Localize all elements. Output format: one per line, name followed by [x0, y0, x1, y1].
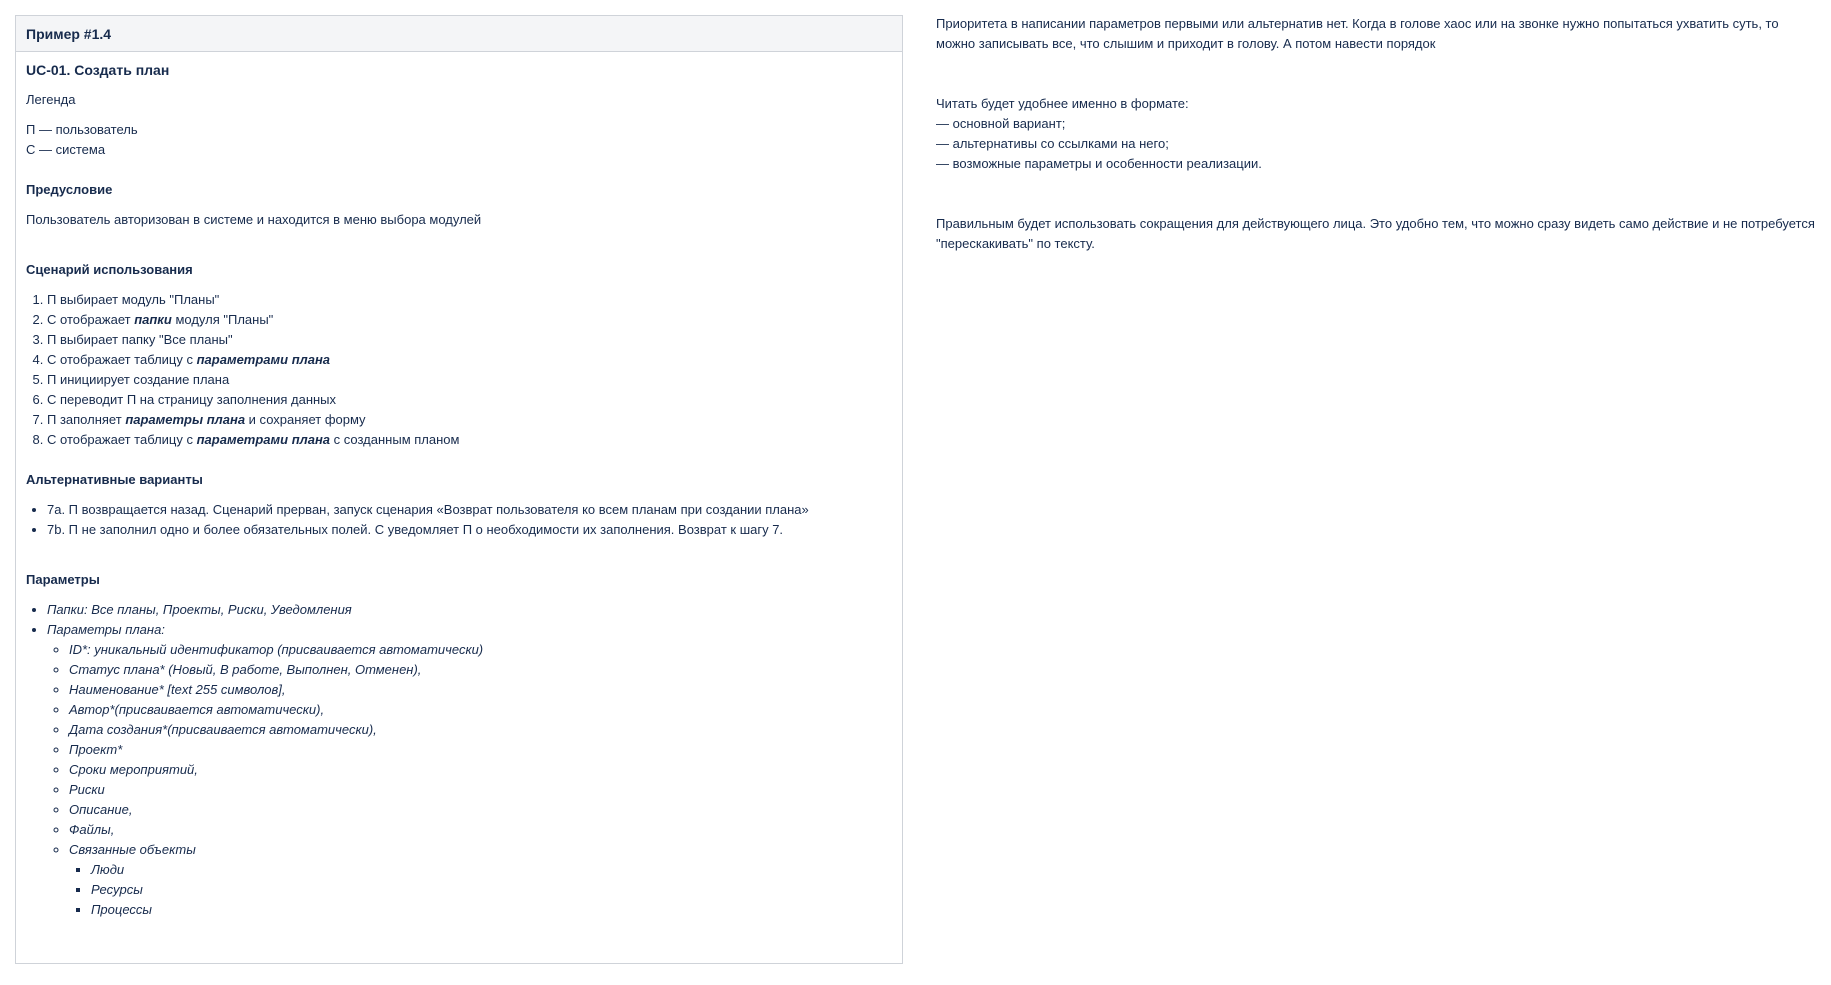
note-format-line: — альтернативы со ссылками на него;	[936, 136, 1169, 151]
step-emphasis: папки	[134, 312, 172, 327]
scenario-step	[47, 350, 892, 370]
parameters-heading: Параметры	[26, 572, 100, 587]
plan-param-item: ◦ Наименование* [text 255 символов],	[69, 680, 892, 700]
note-format	[936, 94, 1816, 174]
step-text: П заполняет	[47, 412, 126, 427]
plan-params-list	[47, 640, 892, 920]
step-text: С отображает таблицу с	[47, 352, 197, 367]
panel-body	[16, 52, 902, 920]
scenario-heading: Сценарий использования	[26, 262, 193, 277]
related-object-item: ▪ Люди	[91, 860, 892, 880]
scenario-step	[47, 290, 892, 310]
scenario-list	[26, 290, 892, 450]
param-plan-label: Параметры плана:	[47, 622, 165, 637]
scenario-step	[47, 310, 892, 330]
note-format-line: Читать будет удобнее именно в формате:	[936, 96, 1189, 111]
plan-param-item: ◦ Дата создания*(присваивается автоматически),	[69, 720, 892, 740]
example-panel	[15, 15, 903, 964]
scenario-step	[47, 390, 892, 410]
panel-header	[16, 16, 902, 52]
param-folders: • Папки: Все планы, Проекты, Риски, Уведомления	[47, 600, 892, 620]
step-text: С отображает таблицу с	[47, 432, 197, 447]
step-emphasis: параметрами плана	[196, 352, 331, 367]
note-priority: Приоритета в написании параметров первыми или альтернатив нет. Когда в голове хаос или на звонке нужно попытаться ухватить суть, то можно записывать все, что слышим и приходит в голову. А потом навести порядок	[936, 16, 1779, 51]
legend-user: П — пользователь	[26, 122, 138, 137]
plan-param-item: ◦ Автор*(присваивается автоматически),	[69, 700, 892, 720]
related-object-item: ▪ Ресурсы	[91, 880, 892, 900]
plan-param-item: ◦ Риски	[69, 780, 892, 800]
plan-param-item-related	[69, 840, 892, 920]
legend-title: Легенда	[26, 92, 76, 107]
step-text: П инициирует создание плана	[47, 372, 230, 387]
step-text: модуля "Планы"	[171, 312, 274, 327]
scenario-step	[47, 430, 892, 450]
related-object-item: ▪ Процессы	[91, 900, 892, 920]
alternative-item: • 7a. П возвращается назад. Сценарий прерван, запуск сценария «Возврат пользователя ко всем планам при создании плана»	[47, 500, 892, 520]
notes-column	[936, 14, 1816, 254]
alternatives-heading: Альтернативные варианты	[26, 472, 203, 487]
legend-system: С — система	[26, 142, 106, 157]
parameters-list	[26, 600, 892, 920]
note-abbreviations: Правильным будет использовать сокращения для действующего лица. Это удобно тем, что можно сразу видеть само действие и не потребуется "перескакивать" по тексту.	[936, 216, 1815, 251]
step-emphasis: параметрами плана	[196, 432, 331, 447]
use-case-title: UC-01. Создать план	[26, 62, 170, 78]
plan-param-item: ◦ Сроки мероприятий,	[69, 760, 892, 780]
plan-param-item: ◦ Статус плана* (Новый, В работе, Выполнен, Отменен),	[69, 660, 892, 680]
step-text: П выбирает модуль "Планы"	[47, 292, 220, 307]
step-emphasis: параметры плана	[125, 412, 246, 427]
param-plan	[47, 620, 892, 920]
plan-param-item: ◦ Описание,	[69, 800, 892, 820]
plan-param-item: ◦ ID*: уникальный идентификатор (присваивается автоматически)	[69, 640, 892, 660]
note-format-line: — основной вариант;	[936, 116, 1066, 131]
alternatives-list	[26, 500, 892, 540]
note-format-line: — возможные параметры и особенности реализации.	[936, 156, 1262, 171]
plan-param-item: ◦ Файлы,	[69, 820, 892, 840]
step-text: с созданным планом	[330, 432, 460, 447]
plan-param-item: ◦ Проект*	[69, 740, 892, 760]
scenario-step	[47, 410, 892, 430]
precondition-text: Пользователь авторизован в системе и находится в меню выбора модулей	[26, 212, 482, 227]
scenario-step	[47, 370, 892, 390]
related-objects-label: Связанные объекты	[69, 842, 196, 857]
step-text: С переводит П на страницу заполнения данных	[47, 392, 337, 407]
step-text: С отображает	[47, 312, 135, 327]
step-text: П выбирает папку "Все планы"	[47, 332, 233, 347]
alternative-item: • 7b. П не заполнил одно и более обязательных полей. С уведомляет П о необходимости их заполнения. Возврат к шагу 7.	[47, 520, 892, 540]
precondition-heading: Предусловие	[26, 182, 113, 197]
step-text: и сохраняет форму	[245, 412, 366, 427]
legend	[26, 120, 892, 160]
panel-title: Пример #1.4	[26, 25, 112, 42]
related-objects-list	[69, 860, 892, 920]
scenario-step	[47, 330, 892, 350]
